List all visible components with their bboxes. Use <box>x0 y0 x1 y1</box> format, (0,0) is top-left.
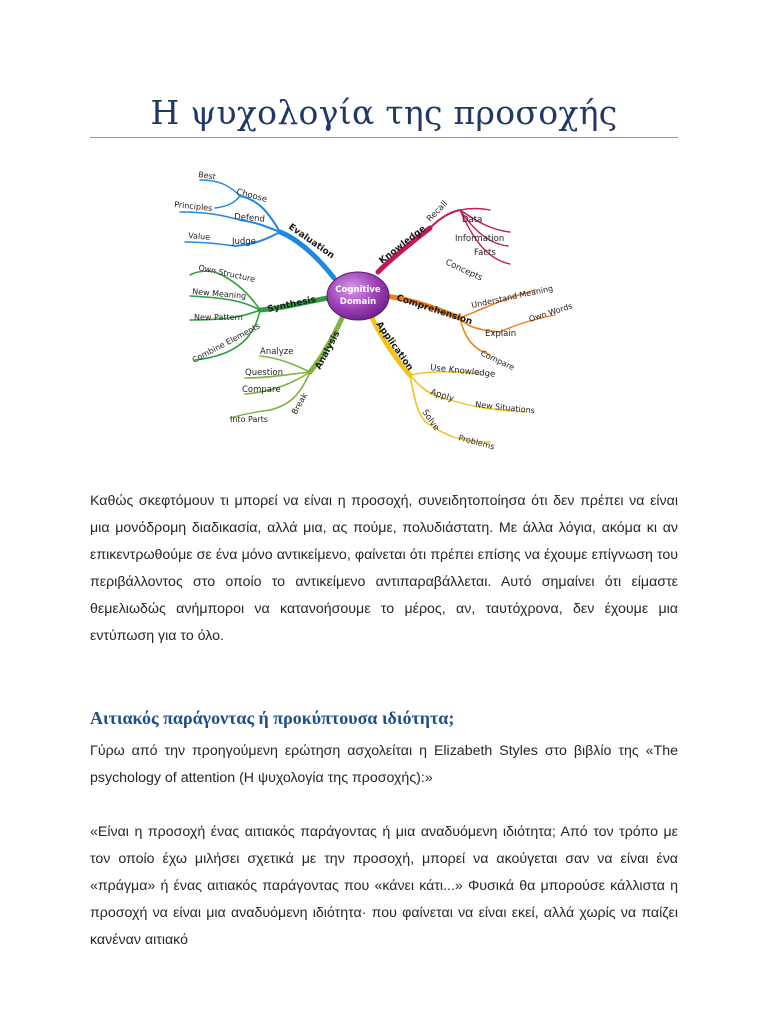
leaf-compare-analysis: Compare <box>242 385 281 395</box>
leaf-compare-comprehension: Compare <box>479 348 516 373</box>
leaf-principles: Principles <box>173 200 213 213</box>
leaf-judge: Judge <box>232 237 256 247</box>
knowledge-label: Knowledge <box>377 223 429 267</box>
leaf-own-words: Own Words <box>527 301 574 324</box>
leaf-apply: Apply <box>429 387 455 405</box>
leaf-new-meaning: New Meaning <box>191 287 247 301</box>
page-title: Η ψυχολογία της προσοχής <box>150 93 618 132</box>
leaf-defend: Defend <box>233 212 266 225</box>
leaf-concepts: Concepts <box>443 257 484 284</box>
evaluation-label: Evaluation <box>286 222 336 262</box>
leaf-explain: Explain <box>485 329 517 339</box>
analysis-label: Analysis <box>313 329 343 372</box>
leaf-problems: Problems <box>457 433 496 452</box>
leaf-new-pattern: New Pattern <box>194 313 243 322</box>
center-label-line-1: Cognitive <box>335 285 381 295</box>
leaf-facts: Facts <box>474 248 496 258</box>
leaf-choose: Choose <box>235 187 269 206</box>
leaf-question: Question <box>245 368 284 378</box>
comprehension-label: Comprehension <box>395 293 474 328</box>
leaf-data: Data <box>462 215 483 225</box>
center-node <box>327 272 389 320</box>
synthesis-label: Synthesis <box>266 294 317 315</box>
leaf-recall: Recall <box>425 199 451 225</box>
leaf-use-knowledge: Use Knowledge <box>429 363 496 380</box>
center-label-line-2: Domain <box>339 297 377 307</box>
leaf-own-structure: Own Structure <box>197 263 256 284</box>
title-underline <box>90 137 678 138</box>
leaf-understand-meaning: Understand Meaning <box>470 283 554 310</box>
leaf-information: Information <box>455 234 505 244</box>
cognitive-domain-mindmap <box>160 160 600 460</box>
paragraph-styles-book: Γύρω από την προηγούμενη ερώτηση ασχολείται η Elizabeth Styles στο βιβλίο της «The psychology of attention (Η ψυχολογία της προσοχής):» <box>90 743 678 786</box>
leaf-value: Value <box>187 231 211 242</box>
paragraph-intro: Καθώς σκεφτόμουν τι μπορεί να είναι η προσοχή, συνειδητοποίησα ότι δεν πρέπει να είναι μια μονόδρομη διαδικασία, αλλά μια, ας πούμε, πολυδιάστατη. Με άλλα λόγια, ακόμα κι αν επικεντρωθούμε σε ένα μόνο αντικείμενο, φαίνεται ότι πρέπει επίσης να έχουμε επίγνωση του περιβάλλοντος στο οποίο το αντικείμενο αντιπαραβάλλεται. Αυτό σημαίνει ότι είμαστε θεμελιωδώς ανήμποροι να κατανοήσουμε το μέρος, αν, ταυτόχρονα, δεν έχουμε μια εντύπωση για το όλο. <box>90 493 678 644</box>
leaf-best: Best <box>197 170 217 182</box>
paragraph-quote: «Είναι η προσοχή ένας αιτιακός παράγοντας ή μια αναδυόμενη ιδιότητα; Από τον τρόπο με τον οποίο έχω μιλήσει σχετικά με την προσοχή, μπορεί να ακούγεται σαν να είναι ένα «πράγμα» ή ένας αιτιακός παράγοντας που «κάνει κάτι...» Φυσικά θα μπορούσε κάλλιστα η προσοχή να είναι μια αναδυόμενη ιδιότητα· που φαίνεται να είναι εκεί, αλλά χωρίς να παίζει κανέναν αιτιακό <box>90 824 678 948</box>
leaf-new-situations: New Situations <box>474 400 536 416</box>
leaf-break: Break <box>289 391 310 416</box>
application-label: Application <box>373 319 415 373</box>
leaf-solve: Solve <box>419 407 442 433</box>
section-heading: Αιτιακός παράγοντας ή προκύπτουσα ιδιότητα; <box>90 708 455 728</box>
leaf-analyze: Analyze <box>260 347 294 357</box>
leaf-combine-elements: Combine Elements <box>190 321 262 365</box>
leaf-into-parts: Into Parts <box>230 415 268 424</box>
